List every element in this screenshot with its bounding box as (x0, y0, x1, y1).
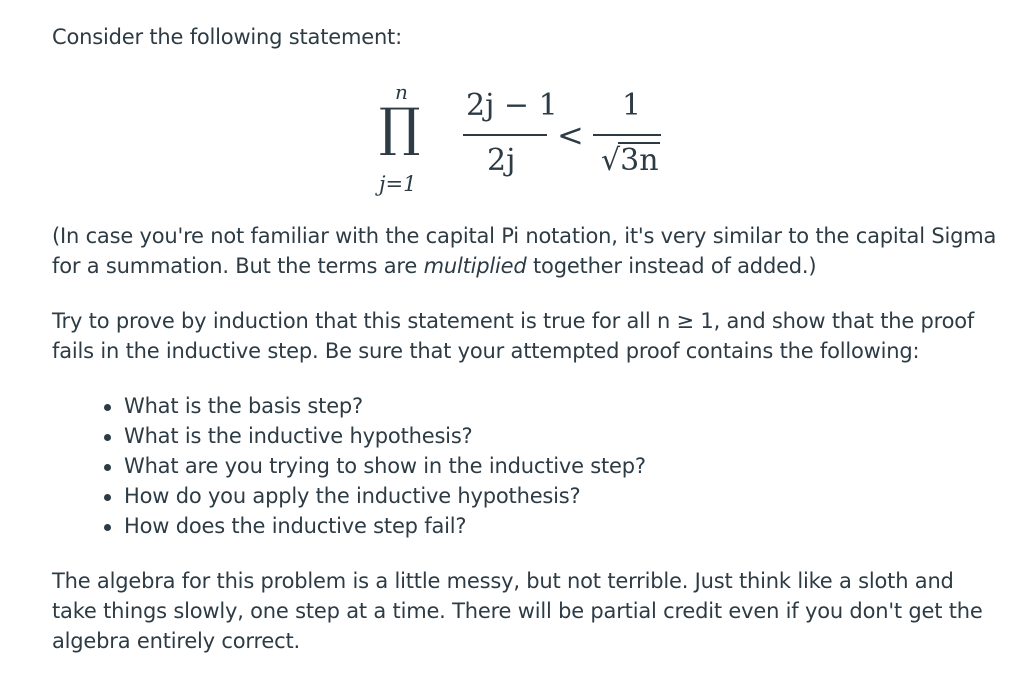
sqrt-vinculum (618, 142, 660, 144)
question-content (52, 22, 1002, 656)
bullet-icon (104, 404, 111, 411)
closing-text: The algebra for this problem is a little messy, but not terrible. Just think like a sloth and take things slowly, one step at a time. There will be partial credit even if you don't get the algebra entirely correct. (52, 569, 983, 653)
notation-note (52, 221, 1002, 281)
lhs-denominator: 2j (487, 143, 516, 178)
list-item: What is the basis step? (124, 391, 1002, 421)
lhs-numerator: 2j − 1 (466, 88, 558, 123)
lhs-fraction-bar (463, 134, 547, 136)
product-symbol: ∏ (379, 98, 421, 158)
note-part-2: together instead of added.) (526, 254, 817, 278)
list-item: What are you trying to show in the inductive step? (124, 451, 1002, 481)
instructions-text: Try to prove by induction that this statement is true for all n ≥ 1, and show that the proof fails in the inductive step. Be sure that your attempted proof contains the following: (52, 309, 975, 363)
list-item: How does the inductive step fail? (124, 511, 1002, 541)
requirements-list (52, 391, 1002, 541)
bullet-icon (104, 464, 111, 471)
note-part-1: (In case you're not familiar with the capital Pi notation, it's very similar to the capital Sigma for a summation. But the terms are (52, 224, 997, 278)
intro-text: Consider the following statement: (52, 25, 402, 49)
bullet-icon (104, 434, 111, 441)
rhs-fraction-bar (593, 134, 661, 136)
bullet-icon (104, 524, 111, 531)
rhs-denominator: √3n (601, 143, 659, 178)
less-than-sign: < (557, 116, 584, 154)
product-upper-limit: n (395, 80, 408, 104)
rhs-numerator: 1 (622, 88, 642, 123)
list-item: What is the inductive hypothesis? (124, 421, 1002, 451)
list-item: How do you apply the inductive hypothesis? (124, 481, 1002, 511)
note-emphasis: multiplied (423, 254, 527, 278)
product-inequality (52, 30, 1002, 200)
product-lower-limit: j=1 (379, 172, 417, 196)
bullet-icon (104, 494, 111, 501)
